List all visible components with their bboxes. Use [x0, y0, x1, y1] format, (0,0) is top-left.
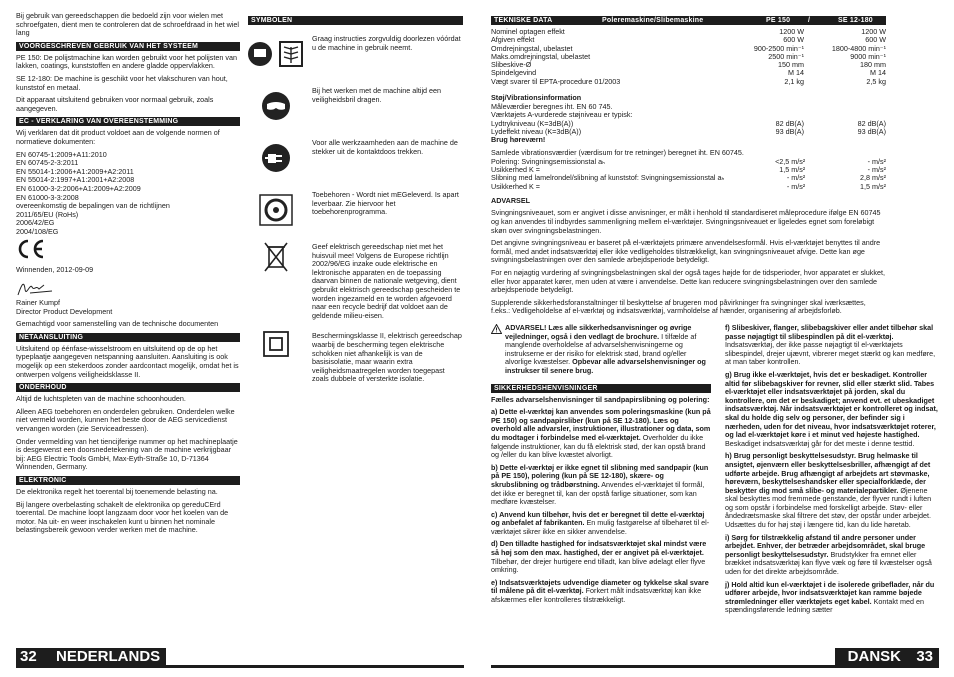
unplug-icon: [248, 137, 304, 179]
symbol-text: Graag instructies zorgvuldig doorlezen vóórdat u de machine in gebruik neemt.: [312, 34, 461, 52]
safety-column-right: [725, 324, 940, 619]
spec-cell-v2: 600 W: [865, 36, 886, 45]
item-e-rest: Forkert målt indsatsværktøj kan ikke afskærmes eller kontrolleres tilstrækkeligt.: [491, 586, 702, 605]
section-header-use: VOORGESCHREVEN GEBRUIK VAN HET SYSTEEM: [16, 42, 240, 51]
signer-name: Rainer Kumpf: [16, 298, 60, 308]
spec-cell-v2: 93 dB(A): [857, 128, 886, 137]
symbol-text: Voor alle werkzaamheden aan de machine de stekker uit de kontaktdoos trekken.: [312, 138, 458, 156]
item-b: [491, 464, 711, 507]
section-header-sikkerhed: SIKKERHEDSHENVISNINGER: [491, 384, 711, 393]
spec-row: [491, 36, 886, 44]
item-c-bold: c) Anvend kun tilbehør, hvis det er beregnet til dette el-værktøj og anbefalet af fabrikanten.: [491, 509, 705, 528]
noise-p1: Måleværdier beregnes iht. EN 60 745.: [491, 101, 613, 111]
section-header-net: NETAANSLUITING: [16, 333, 240, 342]
symbol-row: [248, 241, 463, 320]
tech-model-1: PE 150: [766, 17, 791, 24]
spec-cell-label: Polering: Svingningsemissionstal aₕ: [491, 157, 605, 166]
vib-p1: Samlede vibrationsværdier (værdisum for tre retninger) beregnet iht. EN 60745.: [491, 148, 744, 158]
net-text: Uitsluitend op éénfase-wisselstroom en uitsluitend op de op het typeplaatje aangegeven netspanning aansluiten. Aansluiting is ook mogelijk op een stekerdoos zonder aardcontact mogelijk, omdat het is ontwerpen volgens veiligheidsklasse II.: [16, 343, 239, 379]
spec-cell-v1: 600 W: [783, 36, 804, 45]
symbol-text: Toebehoren - Wordt niet mEGeleverd. Is apart leverbaar. Zie hiervoor het toebehorenprogramma.: [312, 190, 459, 217]
adv-p2: Det angivne svingningsniveau er baseret på el-værktøjets primære anvendelsesformål. Hvis el-værktøjet benyttes til andre formål, med andet indsatsværktøj eller ikke vedligeholdes tilstrækkeligt, kan svingningsniveauet afvige. Dette kan øge svingningsbelastningen over den samlede arbejdsperiode betydeligt.: [491, 238, 881, 265]
common-warnings: Fælles advarselshenvisninger til sandpapirslibning og polering:: [491, 394, 710, 404]
warning-block: [491, 324, 711, 380]
tech-sep: /: [808, 17, 811, 24]
spec-row: [491, 120, 886, 128]
ce-place-date: Winnenden, 2012-09-09: [16, 265, 94, 275]
spec-cell-v2: 1200 W: [861, 28, 886, 36]
symbol-row: [248, 330, 463, 384]
read-manual-icon: [248, 33, 304, 75]
symbols-column: [248, 12, 463, 394]
spec-cell-v2: 2,8 m/s²: [860, 174, 886, 183]
spec-cell-v2: - m/s²: [867, 157, 886, 166]
signer-title: Director Product Development: [16, 306, 113, 316]
item-g: [725, 371, 940, 448]
item-a-rest: Overholder du ikke følgende instruktioner, kan du få elektrisk stød, der kan opstå brand og /eller du kan blive kvæstet alvorligt.: [491, 432, 706, 460]
item-e-bold: e) Indsatsværktøjets udvendige diameter og tykkelse skal svare til målene på dit el-værktøj.: [491, 577, 709, 596]
language-left: NEDERLANDS: [56, 648, 161, 665]
spec-cell-label: Lydtrykniveau (K=3dB(A)): [491, 119, 574, 128]
item-b-rest: Anvendes el-værktøjet til formål, det ikke er beregnet til, kan der opstå farlige situationer, som kan medføre kvæstelser.: [491, 479, 705, 507]
warning-bold-2: Opbevar alle advarselshenvisninger og instrukser til senere brug.: [505, 357, 706, 375]
safety-column-left: [491, 324, 711, 609]
vib-table: [491, 158, 886, 191]
spec-row: [491, 166, 886, 174]
spec-cell-label: Vægt svarer til EPTA-procedure 01/2003: [491, 77, 621, 86]
symbol-text: Beschermingsklasse II, elektrisch gereedschap waarbij de bescherming tegen elektrische schokken niet afhankelijk is van de basisisolatie, maar waarin extra veiligheidsmaatregelen worden toegepast zoals dubbele of versterkte isolatie.: [312, 331, 462, 384]
spec-row: [491, 69, 886, 77]
authorized-text: Gemachtigd voor samenstelling van de technische documenten: [16, 319, 219, 329]
use-p1: PE 150: De polijstmachine kan worden gebruikt voor het polijsten van lakken, coatings, kunststoffen en andere gladde oppervlakken.: [16, 52, 237, 71]
spec-row: [491, 53, 886, 61]
adv-p3: For en nøjagtig vurdering af svingningsbelastningen skal der også tages højde for de tidsperioder, hvor apparatet er slukket, eller hvor apparatet kører, men uden at være i anvendelse. Dette kan reducere svingningsbelastningen over den samlede arbejdsperiode betydeligt.: [491, 267, 885, 295]
class-ii-icon: [248, 330, 304, 372]
spec-row: [491, 45, 886, 53]
ce-intro: Wij verklaren dat dit product voldoet aan de volgende normen of normatieve dokumenten:: [16, 128, 220, 146]
item-a: [491, 408, 711, 460]
spec-cell-v1: 2500 min⁻¹: [768, 52, 804, 61]
spec-cell-label: Nominel optagen effekt: [491, 28, 565, 36]
weee-bin-icon: [248, 241, 304, 283]
page-number-left: 32: [20, 648, 37, 665]
spec-cell-v1: 150 mm: [778, 61, 804, 70]
spec-cell-v1: 1200 W: [779, 28, 804, 36]
noise-p2: Værktøjets A-vurderede støjniveau er typisk:: [491, 110, 633, 120]
spec-cell-v2: 2,5 kg: [866, 77, 886, 86]
item-i-rest: Brudstykker fra emnet eller brækket indsatsværktøj kan flyve væk og føre til kvæstelser også uden for det direkte arbejdsområde.: [725, 549, 932, 577]
tech-data-column: [491, 12, 886, 320]
spec-cell-label: Usikkerhed K =: [491, 182, 540, 191]
spec-table: [491, 28, 886, 86]
symbol-row: [248, 85, 463, 127]
adv-p1: Svingningsniveauet, som er angivet i disse anvisninger, er målt i henhold til standardiseret måleprocedure ifølge EN 60745 og kan anvendes til indbyrdes sammenligning mellem el-værktøjer. Svingningsniveauet er ligeledes egnet som foreløbigt skøn over svingningsbelastningen.: [491, 208, 881, 235]
spec-row: [491, 128, 886, 136]
item-d-rest: Tilbehør, der drejer hurtigere end tilladt, kan blive ødelagt eller flyve omkring.: [491, 556, 706, 575]
ce-mark-icon: [16, 238, 240, 262]
spec-cell-v1: 93 dB(A): [775, 128, 804, 137]
section-header-ce: EC - VERKLARING VAN OVEREENSTEMMING: [16, 117, 240, 126]
section-header-onderhoud: ONDERHOUD: [16, 383, 240, 392]
symbol-text: Geef elektrisch gereedschap niet met het huisvuil mee! Volgens de Europese richtlijn 2002/96/EG inzake oude elektrische en lektronische apparaten en de toepassing daarvan binnen de nationale wetgeving, dient gebruikt elektrisch gereedschap gescheiden te worden ingezameld en te worden afgevoerd naar een recycle bedrijf dat voldoet aan de geldende milieu-eisen.: [312, 242, 461, 320]
item-g-rest: Beskadiget indsatsværktøj går for det meste i denne testtid.: [725, 438, 915, 448]
item-h: [725, 452, 940, 529]
item-h-rest: Øjenene skal beskyttes mod fremmede genstande, der flyver rundt i luften og som opstår i forbindelse med forskelligt arbejde. Støv- eller åndedrætsmaske skal filtrere det støv, der opstår under arbejdet. Udsættes du for høj støj i længere tid, kan du lide høretab.: [725, 485, 932, 530]
spec-row: [491, 158, 886, 166]
spec-cell-v1: 900-2500 min⁻¹: [753, 44, 804, 53]
item-e: [491, 579, 711, 605]
signature-icon: [16, 279, 240, 299]
spec-cell-v1: 2,1 kg: [784, 77, 804, 86]
item-f-rest: Indsatsværktøj, der ikke passe nøjagtigt til el-værktøjets slibespindel, drejer ujævnt, vibrerer meget stærkt og kan medføre, at man taber kontrollen.: [725, 340, 936, 367]
advarsel-heading: ADVARSEL: [491, 195, 531, 205]
spec-cell-label: Afgiven effekt: [491, 36, 535, 45]
footer-right: [491, 648, 939, 665]
use-p3: Dit apparaat uitsluitend gebruiken voor normaal gebruik, zoals aangegeven.: [16, 95, 214, 113]
item-g-bold: g) Brug ikke el-værktøjet, hvis det er beskadiget. Kontroller altid før slibebagskiver for revner, slid eller stærkt slid. Tabes el-værktøjet eller indsatsværktøjet på jorden, skal du kontrollere, om det er beskadiget; anvend evt. et ubeskadiget indsatsværktøj. Når indsatsværktøjet er kontrolleret og indsat, skal du holde dig selv og personer, der befinder sig i nærheden, uden for det niveau, hvor indsatsværktøjet roterer, og lad el-værktøjet køre i et minut ved højeste hastighed.: [725, 369, 938, 440]
item-b-bold: b) Dette el-værktøj er ikke egnet til slibning med sandpapir (kun på PE 150), polering (kun på SE 12-180), skære- og skrubslibning og trådbørstning.: [491, 462, 709, 489]
spec-cell-v1: <2,5 m/s²: [775, 157, 806, 166]
item-j-rest: Kontakt med en spændingsførende ledning sætter: [725, 596, 924, 615]
item-h-bold: h) Brug personligt beskyttelsesudstyr. Brug helmaske til ansigtet, øjenværn eller beskyttelsesbriller, afhængigt af det udførte arbejde. Brug afhængigt af arbejdets art støvmaske, høreværn, beskyttelseshandsker eller specialforklæde, der beskytter dig mod små slibe- og materialepartikler.: [725, 451, 931, 495]
symbol-row: [248, 33, 463, 75]
item-a-bold: a) Dette el-værktøj kan anvendes som poleringsmaskine (kun på PE 150) og sandpapirsliber (kun på SE 12-180). Læs og overhold alle advarsler, instruktioner, illustrationer og data, som du modtager i forbindelse med el-værktøjet.: [491, 407, 711, 442]
spec-cell-v2: 9000 min⁻¹: [850, 52, 886, 61]
symbol-row: [248, 189, 463, 231]
item-j: [725, 581, 940, 615]
item-d-bold: d) Den tilladte hastighed for indsatsværktøjet skal mindst være så høj som den max. hastighed, der er angivet på el-værktøjet.: [491, 539, 707, 558]
spec-cell-label: Usikkerhed K =: [491, 165, 540, 174]
intro-text: Bij gebruik van gereedschappen die bedoeld zijn voor wielen met schroefgaten, dient men te controleren dat de schroefdraad in het wiel lang: [16, 11, 239, 38]
item-i-bold: i) Sørg for tilstrækkelig afstand til andre personer under arbejdet. Enhver, der betræder arbejdsområdet, skal bruge personligt beskyttelsesudstyr.: [725, 532, 926, 559]
spec-cell-label: Omdrejningstal, ubelastet: [491, 44, 573, 53]
spec-row: [491, 174, 886, 182]
noise-heading: Støj/Vibrationsinformation: [491, 93, 582, 103]
warning-bold: ADVARSEL! Læs alle sikkerhedsanvisninger og øvrige vejledninger, også i den vedlagt de brochure.: [505, 323, 692, 341]
warning-triangle-icon: [491, 324, 502, 334]
warning-text: [505, 324, 711, 376]
tech-model-head: Poleremaskine/Slibemaskine: [602, 17, 704, 24]
section-header-symbolen: SYMBOLEN: [248, 16, 463, 25]
onder-p3: Onder vermelding van het tiencijferige nummer op het machineplaatje is desgewenst een doorsnedetekening van de machine verkrijgbaar bij: AEG Electric Tools GmbH, Max-Eyth-Straße 10, D-71364 Winnenden, Germany.: [16, 436, 238, 472]
footer-left: [16, 648, 464, 665]
spec-cell-v2: 1800-4800 min⁻¹: [831, 44, 886, 53]
warning-rest: I tilfælde af manglende overholdelse af advarselshenvisningerne og instrukserne er der risiko for elektrisk stød, brand og/eller alvorlige kvæstelser.: [505, 331, 697, 367]
spec-cell-v1: - m/s²: [786, 182, 806, 191]
onder-p2: Alleen AEG toebehoren en onderdelen gebruiken. Onderdelen welke niet vermeld worden, kunnen het beste door de AEG servicedienst vervangen worden (zie Serviceadressen).: [16, 406, 235, 433]
spec-cell-v2: 82 dB(A): [857, 119, 886, 128]
adv-p4: Supplerende sikkerhedsforanstaltninger til beskyttelse af brugeren mod påvirkninger fra svingninger skal iværksættes, f.eks.: Vedligeholdelse af el-værktøj og indsatsværktøj, varmholdelse af hænder, organisering af arbejdsforløb.: [491, 297, 866, 316]
spec-cell-v2: - m/s²: [867, 165, 886, 174]
ce-norms: EN 60745-1:2009+A11:2010 EN 60745-2-3:2011 EN 55014-1:2006+A1:2009+A2:2011 EN 55014-2:1997+A1:2001+A2:2008 EN 61000-3-2:2006+A1:2009+A2:2009 EN 61000-3-3:2008 overeenkomstig de bepalingen van de richtlijnen 2011/65/EU (RoHs) 2006/42/EG 2004/108/EG: [16, 149, 170, 236]
tech-model-2: SE 12-180: [838, 17, 873, 24]
spec-row: [491, 61, 886, 69]
symbol-text: Bij het werken met de machine altijd een veiligheidsbril dragen.: [312, 86, 442, 104]
ear-protection: Brug høreværn!: [491, 135, 546, 145]
spec-cell-v2: M 14: [870, 69, 886, 78]
item-i: [725, 534, 940, 577]
item-f: [725, 324, 940, 367]
tech-header: [491, 16, 886, 25]
section-header-elek: ELEKTRONIC: [16, 476, 240, 485]
spec-cell-v1: M 14: [788, 69, 804, 78]
item-f-bold: f) Slibeskiver, flanger, slibebagskiver eller andet tilbehør skal passe nøjagtigt til slibespindlen på dit el-værktøj.: [725, 323, 934, 341]
elek-p2: Bij langere overbelasting schakelt de elektronika op gereduCErd toerental. De machine loopt langzaam door voor het koelen van de motor. Na uit- en weer inschakelen kunt u binnen het nominale belastingsbereik gewoon verder werken met de machine.: [16, 499, 229, 535]
spec-cell-v1: 1,5 m/s²: [779, 165, 806, 174]
spec-cell-label: Slibeskive-Ø: [491, 61, 532, 70]
spec-row: [491, 28, 886, 36]
symbol-row: [248, 137, 463, 179]
spec-cell-v2: 180 mm: [860, 61, 886, 70]
spec-cell-v1: 82 dB(A): [775, 119, 804, 128]
safety-goggles-icon: [248, 85, 304, 127]
rpm-dial-icon: [248, 189, 304, 231]
noise-table: [491, 120, 886, 137]
spec-cell-v2: 1,5 m/s²: [860, 182, 886, 191]
item-c: [491, 511, 711, 537]
spec-row: [491, 183, 886, 191]
item-d: [491, 540, 711, 574]
spec-cell-v1: - m/s²: [786, 174, 806, 183]
spec-cell-label: Lydeffekt niveau (K=3dB(A)): [491, 128, 582, 137]
item-j-bold: j) Hold altid kun el-værktøjet i de isolerede gribeflader, når du udfører arbejde, hvor indsatsværktøjet kan ramme bøjede strømledninger eller værktøjets eget kabel.: [725, 579, 935, 606]
spec-cell-label: Spindelgevind: [491, 69, 537, 78]
spec-cell-label: Maks.omdrejningstal, ubelastet: [491, 52, 591, 61]
tech-title: TEKNISKE DATA: [494, 17, 553, 24]
onder-p1: Altijd de luchtspleten van de machine schoonhouden.: [16, 394, 186, 404]
language-right: DANSK: [847, 648, 901, 665]
left-column: [16, 12, 240, 539]
spec-row: [491, 78, 886, 86]
page-number-right: 33: [916, 648, 933, 665]
item-c-rest: En mulig fastgørelse af tilbehøret til el-værktøjet sikrer ikke en sikker anvendelse.: [491, 518, 710, 536]
spec-cell-label: Slibning med lamelrondel/slibning af kunststof: Svingningsemissionstal aₕ: [491, 174, 725, 183]
use-p2: SE 12-180: De machine is geschikt voor het vlakschuren van hout, kunststof en metaal.: [16, 73, 228, 92]
elek-p1: De elektronika regelt het toerental bij toenemende belasting na.: [16, 486, 218, 496]
